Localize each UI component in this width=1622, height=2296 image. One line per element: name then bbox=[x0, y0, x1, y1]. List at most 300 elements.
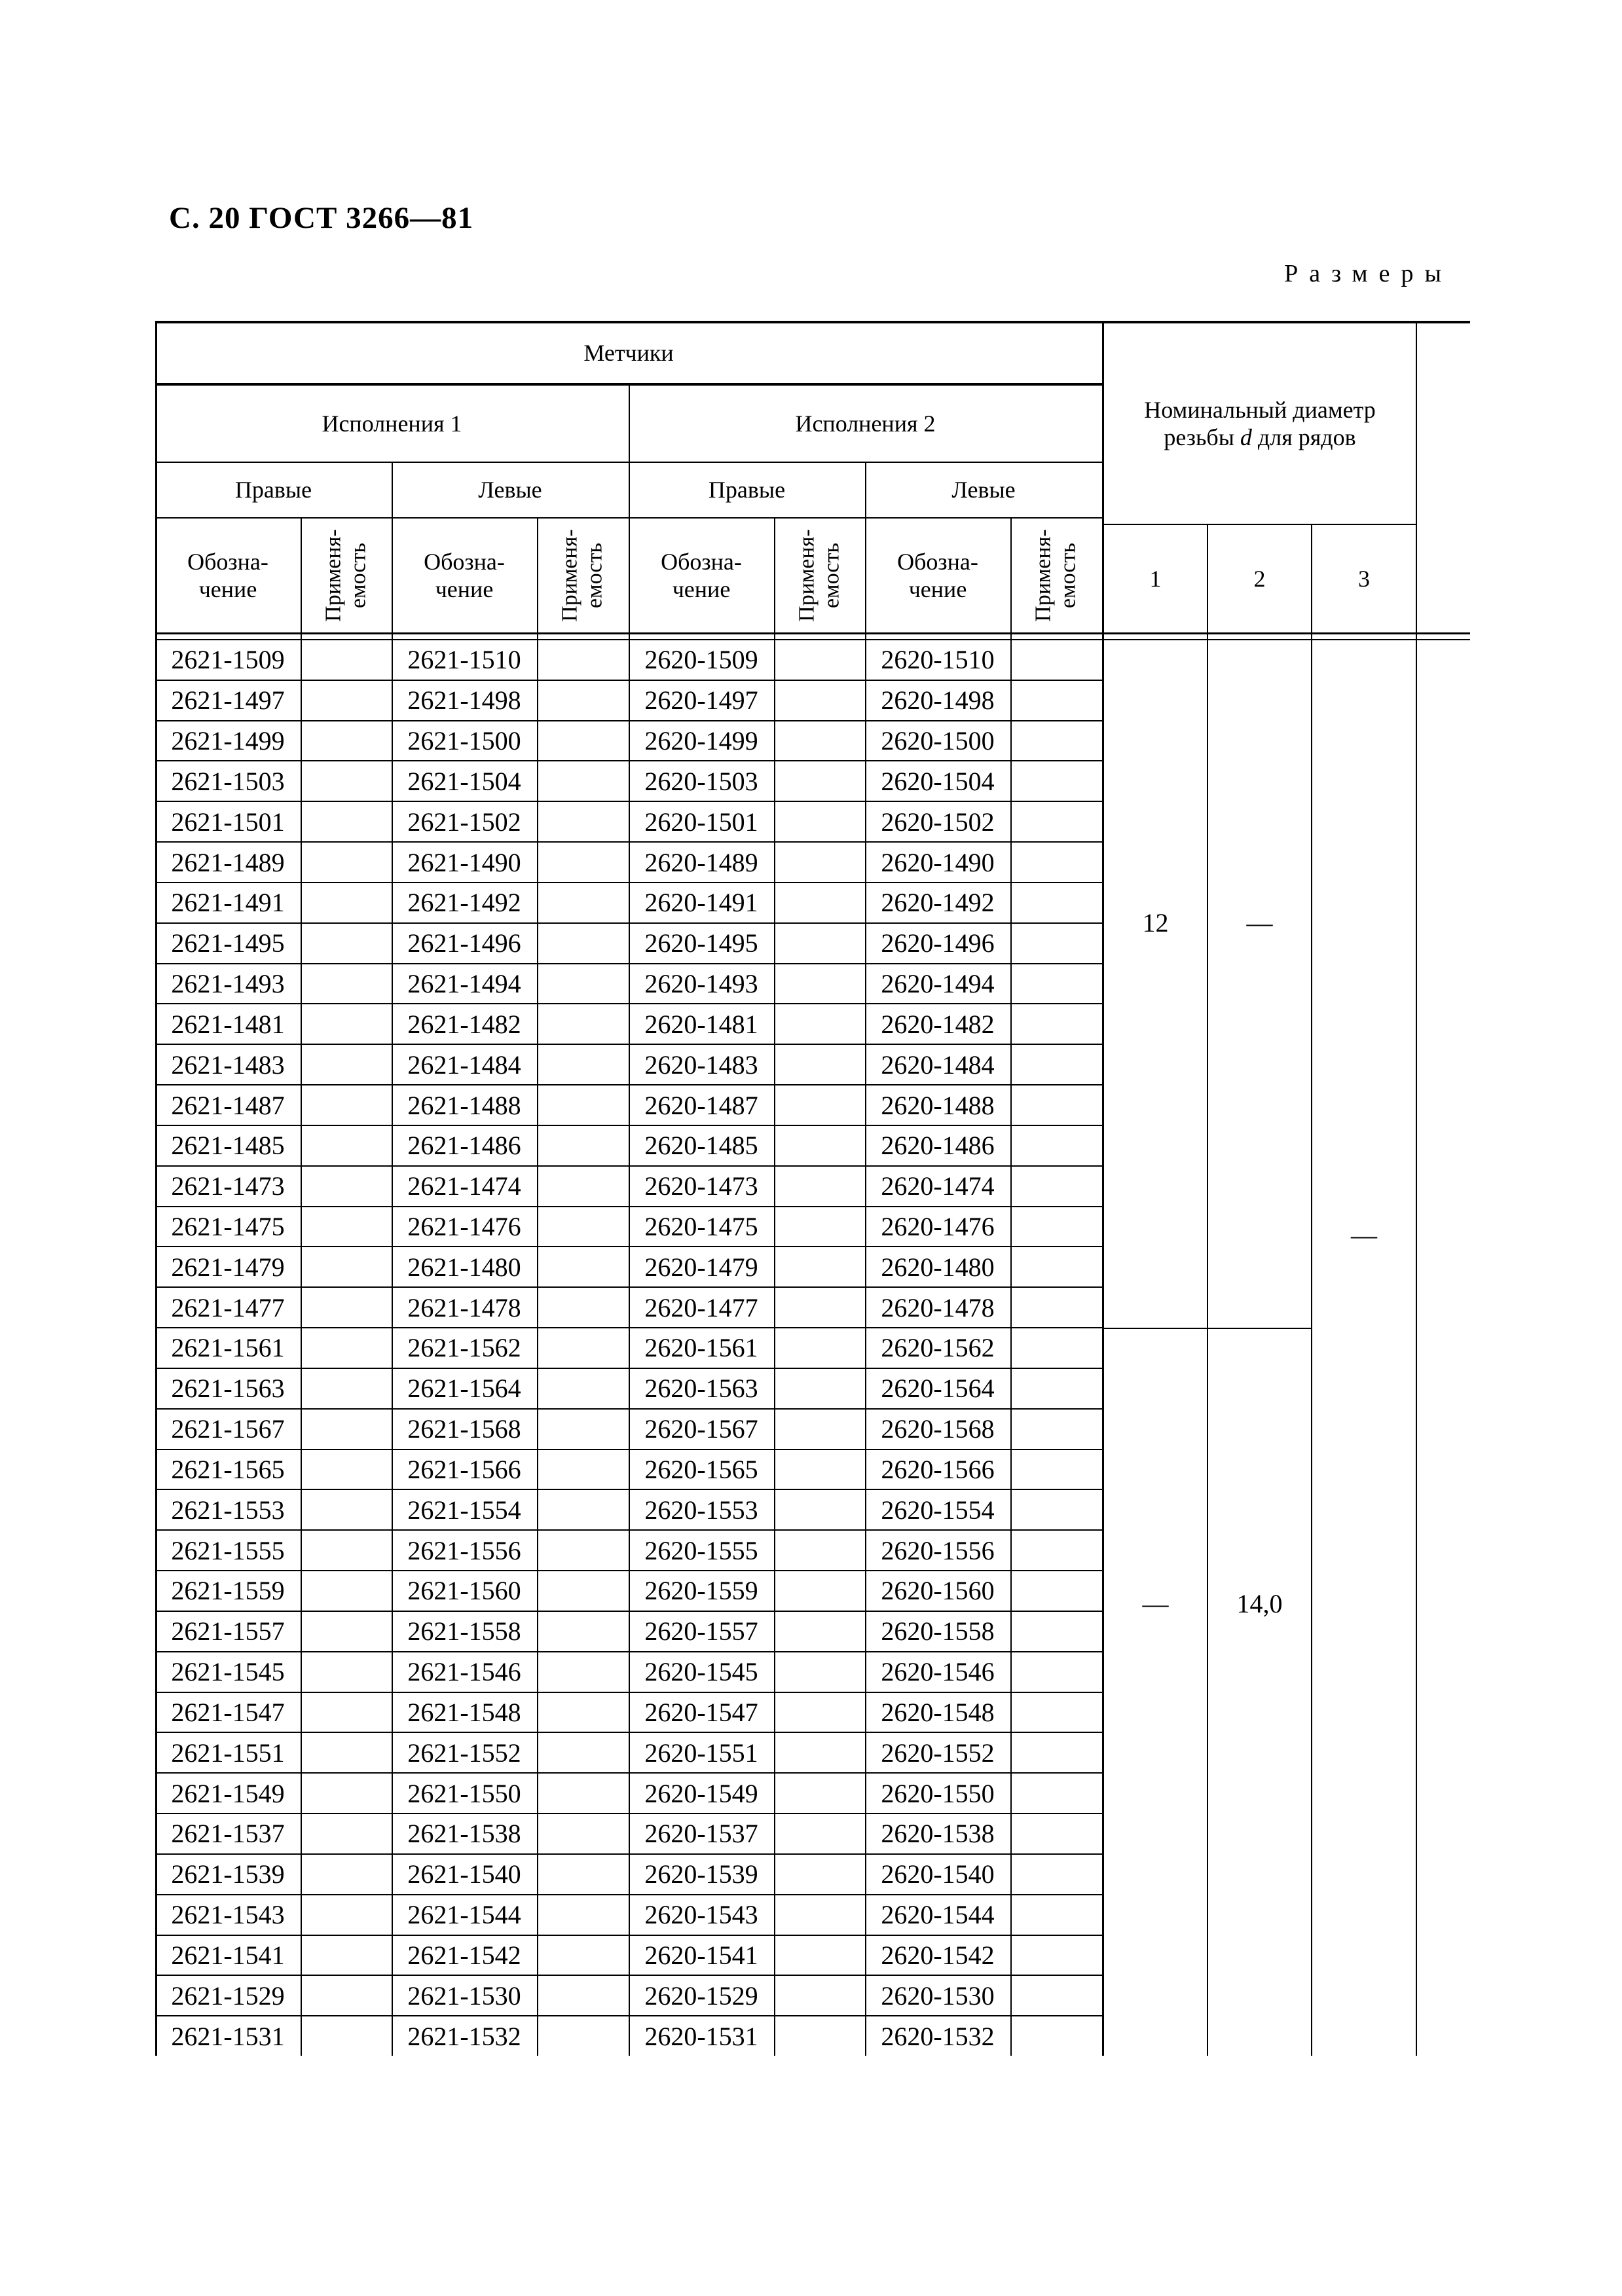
applicability-cell bbox=[301, 1936, 392, 1975]
designation-cell: 2620-1553 bbox=[644, 1495, 758, 1525]
designation-cell: 2620-1545 bbox=[644, 1657, 758, 1687]
designation-cell: 2621-1559 bbox=[171, 1576, 285, 1606]
applicability-cell bbox=[537, 1490, 629, 1529]
designation-cell: 2620-1557 bbox=[644, 1616, 758, 1647]
designation-cell: 2620-1476 bbox=[881, 1212, 995, 1241]
diameter-value-group1-col2: — bbox=[1246, 908, 1273, 938]
applicability-cell bbox=[774, 1288, 865, 1327]
designation-cell: 2620-1484 bbox=[881, 1049, 995, 1080]
designation-cell: 2621-1482 bbox=[407, 1009, 521, 1039]
designation-cell: 2620-1482 bbox=[881, 1009, 995, 1039]
applicability-label-line1: Применя- bbox=[794, 529, 819, 622]
applicability-cell bbox=[537, 802, 629, 841]
applicability-cell bbox=[1010, 802, 1102, 841]
designation-cell: 2621-1551 bbox=[171, 1738, 285, 1768]
applicability-cell bbox=[1010, 1410, 1102, 1449]
designation-cell: 2620-1547 bbox=[644, 1697, 758, 1727]
designation-cell: 2620-1554 bbox=[881, 1495, 995, 1525]
table-row bbox=[155, 1450, 1102, 1491]
applicability-cell bbox=[1010, 883, 1102, 922]
designation-cell: 2621-1568 bbox=[407, 1414, 521, 1444]
header-taps: Метчики bbox=[583, 340, 674, 367]
table-row bbox=[155, 843, 1102, 883]
header-hand-left-1: Левые bbox=[478, 477, 542, 503]
designation-cell: 2620-1479 bbox=[644, 1252, 758, 1282]
applicability-cell bbox=[1010, 1328, 1102, 1368]
designation-cell: 2620-1538 bbox=[881, 1819, 995, 1849]
designation-cell: 2620-1558 bbox=[881, 1616, 995, 1647]
applicability-cell bbox=[1010, 843, 1102, 882]
applicability-cell bbox=[774, 1612, 865, 1651]
applicability-cell bbox=[1010, 924, 1102, 963]
designation-cell: 2620-1492 bbox=[881, 888, 995, 918]
applicability-cell bbox=[537, 1410, 629, 1449]
applicability-cell bbox=[537, 1045, 629, 1084]
applicability-cell bbox=[537, 883, 629, 922]
applicability-cell bbox=[774, 1247, 865, 1286]
applicability-cell bbox=[301, 924, 392, 963]
table-row bbox=[155, 1936, 1102, 1977]
designation-cell: 2620-1549 bbox=[644, 1778, 758, 1808]
applicability-cell bbox=[774, 1045, 865, 1084]
designation-cell: 2620-1480 bbox=[881, 1252, 995, 1282]
diameter-value-col3: — bbox=[1351, 1220, 1377, 1250]
table-row bbox=[155, 1490, 1102, 1531]
applicability-cell bbox=[301, 802, 392, 841]
applicability-cell bbox=[301, 1410, 392, 1449]
designation-cell: 2621-1473 bbox=[171, 1171, 285, 1201]
applicability-cell bbox=[537, 1004, 629, 1044]
applicability-label-line2: емость bbox=[1056, 543, 1081, 608]
designation-cell: 2620-1475 bbox=[644, 1212, 758, 1241]
applicability-cell bbox=[1010, 1976, 1102, 2015]
table-row bbox=[155, 1328, 1102, 1369]
designation-cell: 2621-1566 bbox=[407, 1454, 521, 1484]
applicability-cell bbox=[537, 1531, 629, 1570]
applicability-cell bbox=[301, 1531, 392, 1570]
table-row bbox=[155, 1167, 1102, 1207]
table-row bbox=[155, 640, 1102, 681]
applicability-cell bbox=[301, 721, 392, 761]
designation-cell: 2621-1545 bbox=[171, 1657, 285, 1687]
designation-cell: 2620-1499 bbox=[644, 726, 758, 756]
designation-cell: 2620-1543 bbox=[644, 1900, 758, 1930]
applicability-cell bbox=[301, 761, 392, 801]
applicability-cell bbox=[1010, 1004, 1102, 1044]
designation-cell: 2621-1483 bbox=[171, 1049, 285, 1080]
table-row bbox=[155, 1247, 1102, 1288]
diameter-value-group1-col1: 12 bbox=[1142, 908, 1169, 938]
applicability-cell bbox=[301, 1612, 392, 1651]
applicability-cell bbox=[301, 1328, 392, 1368]
designation-cell: 2621-1557 bbox=[171, 1616, 285, 1647]
applicability-cell bbox=[774, 802, 865, 841]
designation-cell: 2620-1552 bbox=[881, 1738, 995, 1768]
table-row bbox=[155, 681, 1102, 721]
applicability-cell bbox=[301, 681, 392, 720]
applicability-cell bbox=[537, 1247, 629, 1286]
designation-cell: 2620-1546 bbox=[881, 1657, 995, 1687]
applicability-cell bbox=[774, 843, 865, 882]
designation-cell: 2621-1495 bbox=[171, 928, 285, 958]
designation-cell: 2621-1547 bbox=[171, 1697, 285, 1727]
applicability-cell bbox=[301, 1733, 392, 1772]
designation-cell: 2620-1478 bbox=[881, 1292, 995, 1322]
designation-cell: 2620-1500 bbox=[881, 726, 995, 756]
designation-cell: 2620-1531 bbox=[644, 2021, 758, 2051]
applicability-cell bbox=[774, 1369, 865, 1408]
designation-cell: 2621-1481 bbox=[171, 1009, 285, 1039]
applicability-cell bbox=[537, 640, 629, 680]
grid-line bbox=[1207, 524, 1208, 2056]
designation-cell: 2621-1542 bbox=[407, 1940, 521, 1970]
applicability-cell bbox=[301, 1571, 392, 1611]
applicability-cell bbox=[774, 1652, 865, 1692]
designation-cell: 2621-1499 bbox=[171, 726, 285, 756]
designation-cell: 2620-1486 bbox=[881, 1131, 995, 1161]
applicability-cell bbox=[301, 843, 392, 882]
applicability-cell bbox=[1010, 1571, 1102, 1611]
header-designation bbox=[155, 519, 301, 632]
designation-label-line2: чение bbox=[908, 576, 967, 602]
table-row bbox=[155, 1855, 1102, 1895]
designation-cell: 2620-1509 bbox=[644, 645, 758, 675]
designation-cell: 2620-1550 bbox=[881, 1778, 995, 1808]
applicability-label-line1: Применя- bbox=[1031, 529, 1056, 622]
designation-cell: 2620-1510 bbox=[881, 645, 995, 675]
designation-cell: 2620-1560 bbox=[881, 1576, 995, 1606]
designation-cell: 2621-1485 bbox=[171, 1131, 285, 1161]
applicability-cell bbox=[1010, 1652, 1102, 1692]
designation-cell: 2621-1492 bbox=[407, 888, 521, 918]
applicability-cell bbox=[1010, 1045, 1102, 1084]
table-row bbox=[155, 1369, 1102, 1410]
applicability-cell bbox=[301, 1045, 392, 1084]
designation-cell: 2621-1503 bbox=[171, 766, 285, 796]
designation-cell: 2621-1554 bbox=[407, 1495, 521, 1525]
taps-table bbox=[155, 321, 1470, 2056]
designation-cell: 2621-1509 bbox=[171, 645, 285, 675]
designation-cell: 2620-1568 bbox=[881, 1414, 995, 1444]
applicability-cell bbox=[1010, 1450, 1102, 1489]
designation-cell: 2620-1541 bbox=[644, 1940, 758, 1970]
table-row bbox=[155, 924, 1102, 964]
applicability-cell bbox=[537, 681, 629, 720]
applicability-cell bbox=[774, 1531, 865, 1570]
applicability-cell bbox=[537, 1612, 629, 1651]
applicability-cell bbox=[537, 1814, 629, 1853]
designation-cell: 2621-1488 bbox=[407, 1090, 521, 1120]
applicability-cell bbox=[537, 1288, 629, 1327]
header-execution-2: Исполнения 2 bbox=[795, 410, 936, 437]
designation-cell: 2621-1537 bbox=[171, 1819, 285, 1849]
applicability-cell bbox=[1010, 1247, 1102, 1286]
header-hand-left-2: Левые bbox=[951, 477, 1016, 503]
table-row bbox=[155, 1733, 1102, 1774]
designation-cell: 2621-1474 bbox=[407, 1171, 521, 1201]
applicability-cell bbox=[301, 1693, 392, 1732]
designation-cell: 2621-1550 bbox=[407, 1778, 521, 1808]
designation-cell: 2621-1563 bbox=[171, 1374, 285, 1404]
applicability-cell bbox=[301, 1450, 392, 1489]
table-row bbox=[155, 1288, 1102, 1328]
table-row bbox=[155, 1652, 1102, 1693]
applicability-cell bbox=[1010, 1733, 1102, 1772]
applicability-cell bbox=[774, 964, 865, 1004]
designation-cell: 2621-1501 bbox=[171, 807, 285, 837]
designation-cell: 2620-1564 bbox=[881, 1374, 995, 1404]
header-series-3: 3 bbox=[1358, 565, 1370, 592]
applicability-cell bbox=[301, 1855, 392, 1894]
header-applicability bbox=[537, 519, 629, 632]
designation-cell: 2621-1510 bbox=[407, 645, 521, 675]
applicability-cell bbox=[537, 964, 629, 1004]
table-row bbox=[155, 1207, 1102, 1248]
designation-label-line1: Обозна- bbox=[187, 548, 268, 575]
applicability-label-line2: емость bbox=[819, 543, 844, 608]
table-row bbox=[155, 721, 1102, 762]
applicability-cell bbox=[1010, 1126, 1102, 1165]
designation-cell: 2621-1490 bbox=[407, 847, 521, 877]
designation-cell: 2620-1532 bbox=[881, 2021, 995, 2051]
designation-cell: 2620-1562 bbox=[881, 1333, 995, 1363]
applicability-cell bbox=[301, 1126, 392, 1165]
designation-cell: 2620-1495 bbox=[644, 928, 758, 958]
designation-cell: 2621-1553 bbox=[171, 1495, 285, 1525]
applicability-cell bbox=[301, 1288, 392, 1327]
designation-cell: 2620-1503 bbox=[644, 766, 758, 796]
designation-cell: 2620-1483 bbox=[644, 1049, 758, 1080]
designation-label-line1: Обозна- bbox=[424, 548, 505, 575]
applicability-cell bbox=[537, 1167, 629, 1206]
applicability-cell bbox=[1010, 1936, 1102, 1975]
applicability-cell bbox=[774, 1733, 865, 1772]
header-applicability bbox=[1010, 519, 1102, 632]
designation-cell: 2621-1561 bbox=[171, 1333, 285, 1363]
header-applicability bbox=[774, 519, 865, 632]
applicability-cell bbox=[301, 1976, 392, 2015]
applicability-cell bbox=[301, 1814, 392, 1853]
designation-cell: 2621-1565 bbox=[171, 1454, 285, 1484]
applicability-cell bbox=[1010, 964, 1102, 1004]
applicability-cell bbox=[301, 1207, 392, 1247]
applicability-cell bbox=[1010, 1612, 1102, 1651]
applicability-cell bbox=[1010, 1774, 1102, 1813]
table-row bbox=[155, 1531, 1102, 1571]
designation-cell: 2620-1488 bbox=[881, 1090, 995, 1120]
designation-cell: 2621-1530 bbox=[407, 1980, 521, 2011]
designation-cell: 2621-1540 bbox=[407, 1859, 521, 1889]
designation-cell: 2621-1564 bbox=[407, 1374, 521, 1404]
designation-cell: 2620-1544 bbox=[881, 1900, 995, 1930]
designation-cell: 2621-1543 bbox=[171, 1900, 285, 1930]
designation-cell: 2620-1490 bbox=[881, 847, 995, 877]
applicability-cell bbox=[774, 1207, 865, 1247]
designation-cell: 2621-1477 bbox=[171, 1292, 285, 1322]
applicability-cell bbox=[301, 1004, 392, 1044]
designation-cell: 2620-1530 bbox=[881, 1980, 995, 2011]
dimensions-note: Размеры bbox=[1284, 260, 1452, 287]
applicability-cell bbox=[537, 1571, 629, 1611]
designation-cell: 2621-1478 bbox=[407, 1292, 521, 1322]
designation-cell: 2621-1539 bbox=[171, 1859, 285, 1889]
table-row bbox=[155, 1693, 1102, 1734]
table-body-rows bbox=[155, 640, 1102, 2056]
header-execution-1: Исполнения 1 bbox=[322, 410, 462, 437]
designation-cell: 2620-1498 bbox=[881, 685, 995, 716]
applicability-cell bbox=[774, 1328, 865, 1368]
designation-cell: 2621-1493 bbox=[171, 969, 285, 999]
designation-cell: 2621-1531 bbox=[171, 2021, 285, 2051]
table-row bbox=[155, 1814, 1102, 1855]
designation-cell: 2621-1555 bbox=[171, 1535, 285, 1565]
applicability-cell bbox=[774, 883, 865, 922]
applicability-cell bbox=[1010, 1085, 1102, 1125]
designation-cell: 2620-1494 bbox=[881, 969, 995, 999]
designation-cell: 2620-1487 bbox=[644, 1090, 758, 1120]
grid-line bbox=[155, 632, 1470, 634]
designation-cell: 2620-1485 bbox=[644, 1131, 758, 1161]
applicability-cell bbox=[1010, 1895, 1102, 1935]
applicability-cell bbox=[774, 1085, 865, 1125]
designation-cell: 2620-1501 bbox=[644, 807, 758, 837]
applicability-cell bbox=[537, 1328, 629, 1368]
applicability-cell bbox=[301, 2016, 392, 2056]
applicability-label-line2: емость bbox=[346, 543, 371, 608]
applicability-cell bbox=[774, 1490, 865, 1529]
designation-cell: 2620-1565 bbox=[644, 1454, 758, 1484]
applicability-cell bbox=[1010, 2016, 1102, 2056]
applicability-cell bbox=[774, 1895, 865, 1935]
designation-cell: 2620-1551 bbox=[644, 1738, 758, 1768]
designation-cell: 2620-1555 bbox=[644, 1535, 758, 1565]
table-row bbox=[155, 1126, 1102, 1167]
designation-cell: 2621-1556 bbox=[407, 1535, 521, 1565]
designation-cell: 2621-1500 bbox=[407, 726, 521, 756]
applicability-cell bbox=[774, 1774, 865, 1813]
applicability-cell bbox=[1010, 1288, 1102, 1327]
designation-cell: 2621-1494 bbox=[407, 969, 521, 999]
designation-cell: 2620-1477 bbox=[644, 1292, 758, 1322]
designation-cell: 2621-1489 bbox=[171, 847, 285, 877]
grid-line bbox=[1416, 321, 1417, 2056]
designation-cell: 2621-1487 bbox=[171, 1090, 285, 1120]
designation-cell: 2620-1540 bbox=[881, 1859, 995, 1889]
applicability-cell bbox=[774, 681, 865, 720]
designation-cell: 2621-1560 bbox=[407, 1576, 521, 1606]
designation-cell: 2620-1567 bbox=[644, 1414, 758, 1444]
applicability-cell bbox=[301, 1085, 392, 1125]
applicability-cell bbox=[537, 1733, 629, 1772]
applicability-cell bbox=[774, 1571, 865, 1611]
designation-cell: 2620-1548 bbox=[881, 1697, 995, 1727]
designation-label-line2: чение bbox=[198, 576, 257, 602]
designation-cell: 2621-1529 bbox=[171, 1980, 285, 2011]
applicability-cell bbox=[301, 640, 392, 680]
table-row bbox=[155, 1774, 1102, 1814]
designation-cell: 2621-1552 bbox=[407, 1738, 521, 1768]
diameter-header-line2-pre: резьбы bbox=[1164, 424, 1240, 450]
applicability-cell bbox=[537, 1085, 629, 1125]
applicability-cell bbox=[537, 1936, 629, 1975]
applicability-cell bbox=[774, 1167, 865, 1206]
applicability-cell bbox=[1010, 1167, 1102, 1206]
applicability-cell bbox=[301, 964, 392, 1004]
applicability-cell bbox=[774, 640, 865, 680]
designation-cell: 2621-1497 bbox=[171, 685, 285, 716]
designation-cell: 2620-1561 bbox=[644, 1333, 758, 1363]
designation-cell: 2621-1538 bbox=[407, 1819, 521, 1849]
table-row bbox=[155, 2016, 1102, 2056]
designation-cell: 2620-1559 bbox=[644, 1576, 758, 1606]
designation-cell: 2621-1496 bbox=[407, 928, 521, 958]
applicability-cell bbox=[774, 1855, 865, 1894]
designation-cell: 2620-1529 bbox=[644, 1980, 758, 2011]
header-nominal-diameter bbox=[1104, 323, 1416, 524]
applicability-cell bbox=[1010, 1531, 1102, 1570]
applicability-cell bbox=[774, 924, 865, 963]
applicability-cell bbox=[774, 721, 865, 761]
designation-cell: 2621-1491 bbox=[171, 888, 285, 918]
table-row bbox=[155, 1004, 1102, 1045]
designation-cell: 2621-1504 bbox=[407, 766, 521, 796]
table-row bbox=[155, 1895, 1102, 1936]
header-designation bbox=[629, 519, 774, 632]
table-row bbox=[155, 761, 1102, 802]
applicability-cell bbox=[301, 1652, 392, 1692]
applicability-cell bbox=[774, 1693, 865, 1732]
table-row bbox=[155, 1571, 1102, 1612]
applicability-cell bbox=[537, 1693, 629, 1732]
applicability-cell bbox=[537, 1126, 629, 1165]
header-series-1: 1 bbox=[1149, 565, 1162, 592]
applicability-cell bbox=[537, 843, 629, 882]
applicability-cell bbox=[301, 1490, 392, 1529]
table-row bbox=[155, 1410, 1102, 1450]
designation-cell: 2621-1544 bbox=[407, 1900, 521, 1930]
designation-cell: 2620-1556 bbox=[881, 1535, 995, 1565]
designation-cell: 2621-1562 bbox=[407, 1333, 521, 1363]
applicability-cell bbox=[1010, 761, 1102, 801]
designation-cell: 2621-1475 bbox=[171, 1212, 285, 1241]
designation-cell: 2621-1567 bbox=[171, 1414, 285, 1444]
applicability-cell bbox=[774, 2016, 865, 2056]
applicability-cell bbox=[301, 1247, 392, 1286]
applicability-cell bbox=[1010, 1369, 1102, 1408]
applicability-cell bbox=[537, 1895, 629, 1935]
applicability-cell bbox=[301, 883, 392, 922]
diameter-symbol-d: d bbox=[1240, 424, 1252, 450]
applicability-cell bbox=[301, 1895, 392, 1935]
designation-label-line2: чение bbox=[435, 576, 494, 602]
designation-cell: 2620-1474 bbox=[881, 1171, 995, 1201]
designation-cell: 2620-1504 bbox=[881, 766, 995, 796]
applicability-cell bbox=[1010, 1490, 1102, 1529]
applicability-cell bbox=[537, 1976, 629, 2015]
applicability-cell bbox=[537, 1652, 629, 1692]
designation-cell: 2620-1542 bbox=[881, 1940, 995, 1970]
designation-cell: 2620-1566 bbox=[881, 1454, 995, 1484]
designation-cell: 2620-1563 bbox=[644, 1374, 758, 1404]
applicability-cell bbox=[537, 1369, 629, 1408]
table-row bbox=[155, 883, 1102, 924]
diameter-header-line1: Номинальный диаметр bbox=[1144, 396, 1376, 423]
applicability-cell bbox=[537, 924, 629, 963]
applicability-cell bbox=[537, 1774, 629, 1813]
applicability-cell bbox=[1010, 1814, 1102, 1853]
table-row bbox=[155, 1045, 1102, 1085]
applicability-cell bbox=[774, 1814, 865, 1853]
